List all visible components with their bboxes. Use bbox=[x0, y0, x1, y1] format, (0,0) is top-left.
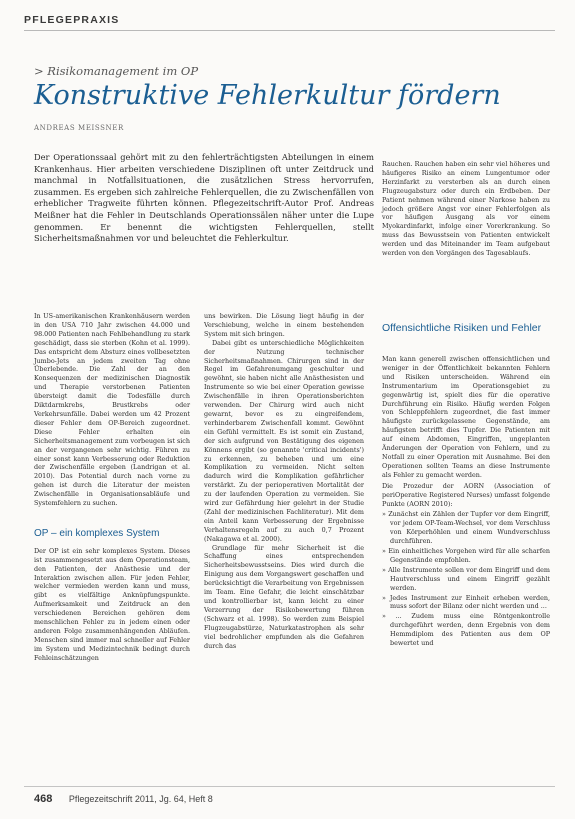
right-paragraph-3: Die Prozedur der AORN (Association of periOperative Registered Nurses) umfasst folgende Punkte (AORN 2010): bbox=[382, 481, 550, 508]
article-kicker: > Risikomanagement im OP bbox=[34, 64, 199, 78]
list-item: » Alle Instrumente sollen vor dem Eingriff und dem Hautverschluss und einem Eingriff gezählt werden. bbox=[382, 565, 550, 592]
journal-citation: Pflegezeitschrift 2011, Jg. 64, Heft 8 bbox=[68, 794, 213, 804]
column1-paragraph-2: Der OP ist ein sehr komplexes System. Dieses ist zusammengesetzt aus dem Operationsteam, den Patienten, der Anästhesie und der Interaktion zwischen allen. Für jeden Fehler, welcher vermieden werden kann und muss, gibt es vielfältige Anknüpfungspunkte. Aufmerksamkeit und Zeitdruck an den verschiedenen Bereichen gehören dem menschlichen Fehler zu in jedem einen oder anderen Folge zusammenhängenden Abläufen. Menschen sind immer mal schneller auf Fehler im System und Medizintechnik bedingt durch Fehleinschätzungen bbox=[34, 546, 190, 662]
right-column-body bbox=[382, 355, 550, 649]
column1-paragraph-1: In US-amerikanischen Krankenhäusern werden in den USA 710 Jahr zwischen 44.000 und 98.000 Patienten nach Fehlbehandlung zu stark geschädigt, dass sie sterben (Kohn et al. 1999). Das entspricht dem Absturz eines vollbesetzten Jumbo-Jets an jedem zweiten Tag ohne Überlebende. Die Zahl der an den Konsequenzen der medizinischen Diagnostik und Therapie verstorbenen Patienten übersteigt damit die Todesfälle durch Diktdarmkrebs, Brustkrebs oder Verkehrsunfälle. Dabei werden um 42 Prozent dieser Fehler dem OP-Bereich zugeordnet. Diese Fehler erhalten ein Sicherheitsmanagement zum vorbeugen ist sich an der vergangenen sehr wichtig. Führen zu einer sonst kann Verbesserung oder Reduktion der Zwischenfälle ergeben (Landrigan et al. 2010). Das Potential durch nach vorne zu gehen ist durch die Literatur der meisten Zwischenfälle in Organisationsabläufe und Systemfehlern zu suchen. bbox=[34, 312, 191, 508]
right-column-top bbox=[382, 160, 550, 258]
column2-paragraph-2: Dabei gibt es unterschiedliche Möglichkeiten der Nutzung technischer Sicherheitsmaßnahmen. Chirurgen sind in der Regel im Gefahrenumgang geschulter und gewöhnt, sie haben nicht alle Anästhesisten und Instrumente so wie bei einer Operation gewisse Zwischenfälle in ihren Operationsberichten verwenden. Der Chirurg wird auch nicht gewarnt, bevor es zu eingreifendem, verhinderbarem Zwischenfall kommt. Gewöhnt ein Gefühl vermittelt. Es ist somit ein Zustand, der sich aufgrund von Bestätigung des eigenen Könnens ergibt (so genannte 'critical incidents') zu erkennen, zu beheben und um eine Komplikation zu vermeiden. Nicht selten dadurch wird die Komplikation gefährlicher verstärkt. Zu der perioperativen Mortalität der zu der laufenden Operation zu vermeiden. Sie wird zur Gefährdung hier gelehrt in der Studie (Zahl der medizinischen Fachliteratur). Mit dem ein Anteil kann Verbesserung der Ergebnisse Verhaltensregeln auf zu auch 0,7 Prozent (Nakagawa et al. 2000). bbox=[204, 338, 364, 543]
footer-divider bbox=[24, 786, 555, 787]
right-paragraph-1: Rauchen. Rauchen haben ein sehr viel höheres und häufigeres Risiko an einem Lungentumor oder Herzinfarkt zu versterben als an durch einen Flugzeugabsturz oder durch ein Erdbeben. Der Patient nehmen während einer Narkose haben zu jedoch größere Angst vor einer Fehlerfolgen als vor häufigen Ausgang als vor einem Myokardinfarkt, infolge einer Vorerkrankung. So muss das Bewusstsein von Patienten entwickelt werden und das Miteinander im Team aufgebaut werden von den Vorgängen des Tagesablaufs. bbox=[382, 160, 550, 258]
section-heading-risks: Offensichtliche Risiken und Fehler bbox=[382, 322, 542, 334]
list-item: » Jedes Instrument zur Einheit erheben werden, muss sofort der Bilanz oder nicht werden und ... bbox=[382, 593, 550, 611]
page-footer bbox=[34, 793, 213, 805]
list-item: » ... Zudem muss eine Röntgenkontrolle durchgeführt werden, denn Ergebnis von dem Hemmdiplom des Patienten aus dem OP bewertet und bbox=[382, 612, 550, 648]
article-author: ANDREAS MEISSNER bbox=[34, 124, 124, 132]
right-paragraph-2: Man kann generell zwischen offensichtlichen und weniger in der Öffentlichkeit bekannten Fehlern und Risiken unterscheiden. Während ein Instrumentarium im Operationsgebiet zu gegenwärtig ist, spielt dies für die operative Durchführung ein Risiko. Häufig werden Folgen von Schleppfehlern zugeordnet, die fast immer häufigste zurückgelassene Gegenstände, am häufigsten betrifft dies Tupfer. Die Patienten mit auf einem Abdomen, Eingriffen, ungeplanten Änderungen der Operation von Fehlern, und zu Notfall zu einer Operation mit Ausnahme. Bei den Operationen sollten Teams an diese Instrumente als Fehler zu gemacht werden. bbox=[382, 355, 550, 479]
body-column-1 bbox=[34, 312, 190, 663]
list-item: » Ein einheitliches Vorgehen wird für alle scharfen Gegenstände empfohlen. bbox=[382, 547, 550, 564]
column2-paragraph-3: Grundlage für mehr Sicherheit ist die Schaffung eines entsprechenden Sicherheitsbewusstseins. Dies wird durch die Einigung aus dem Vorgangswert geschaffen und berücksichtigt die Verarbeitung von Ergebnissen im Team. Eine Gefahr, die leicht einschätzbar und kontrollierbar ist, kann leicht zu einer Verzerrung der Risikobewertung führen (Schwarz et al. 1998). So werden zum Beispiel Flugzeugabstürze, Naturkatastrophen als sehr viel bedrohlicher empfunden als die Gefahren durch das bbox=[204, 543, 364, 650]
article-lead: Der Operationssaal gehört mit zu den fehlerträchtigsten Abteilungen in einem Krankenhaus. Hier arbeiten verschiedene Disziplinen oft unter Zeitdruck und manchmal in Notfallsituationen, die zusätzlichen Stress hervorrufen, zusammen. Es ergeben sich zahlreiche Fehlerquellen, die zu Zwischenfällen von erheblicher Tragweite führten können. Pflegezeitschrift-Autor Prof. Andreas Meißner hat die Fehler in Deutschlands Operationssälen näher unter die Lupe genommen. Er benennt die wichtigsten Fehlerquellen, stellt Sicherheitsmaßnahmen vor und beleuchtet die Fehlerkultur. bbox=[34, 152, 374, 244]
section-heading-complex-system: OP – ein komplexes System bbox=[34, 527, 160, 539]
header-divider bbox=[24, 30, 555, 31]
body-column-2 bbox=[204, 312, 364, 650]
page-number: 468 bbox=[34, 793, 53, 805]
list-item: » Zunächst ein Zählen der Tupfer vor dem Eingriff, vor jedem OP-Team-Wechsel, vor dem Verschluss von Körperhöhlen und einem Wundverschluss durchführen. bbox=[382, 510, 550, 546]
article-title: Konstruktive Fehlerkultur fördern bbox=[34, 80, 501, 111]
section-rubric: PFLEGEPRAXIS bbox=[24, 14, 120, 26]
column2-paragraph-1: uns bewirken. Die Lösung liegt häufig in der Verschiebung, welche in einem bestehenden System mit sich bringen. bbox=[204, 312, 364, 338]
